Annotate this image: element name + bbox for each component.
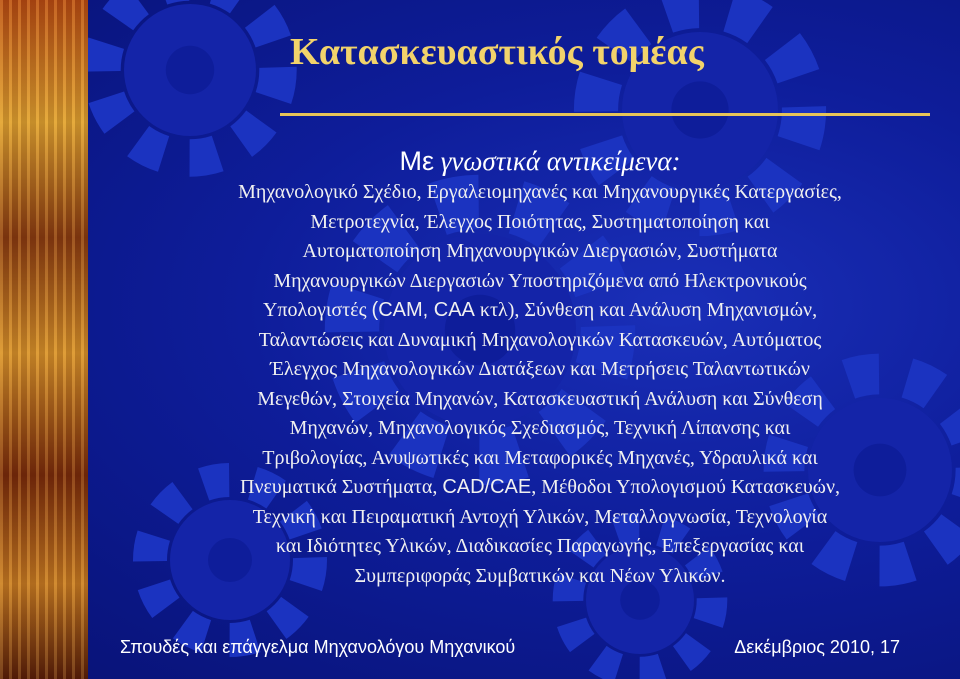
body-line [120,296,960,326]
body-line [120,444,960,474]
decorative-side-strip [0,0,88,679]
body-line-segment: Μηχανών, Μηχανολογικός Σχεδιασμός, Τεχνική Λίπανσης και [289,417,791,439]
body-line-segment: και Ιδιότητες Υλικών, Διαδικασίες Παραγωγής, Επεξεργασίας και [275,535,805,557]
body-line [120,473,960,503]
body-line [120,532,960,562]
body-line-segment: Συμπεριφοράς Συμβατικών και Νέων Υλικών. [354,564,726,587]
body-line [120,237,960,267]
body-line-segment: CAD/CAE [442,476,532,498]
body-line-segment: Ταλαντώσεις και Δυναμική Μηχανολογικών Κατασκευών, Αυτόματος [258,328,822,351]
body-line-segment: Αυτοματοποίηση Μηχανουργικών Διεργασιών, Συστήματα [302,240,778,262]
body-line-segment: Μετροτεχνία, Έλεγχος Ποιότητας, Συστηματοποίηση και [310,210,770,233]
subheading [120,146,960,177]
body-line [120,178,960,208]
slide-title: Κατασκευαστικός τομέας [290,31,704,73]
body-line [120,208,960,238]
body-line-segment: Πνευματικά Συστήματα, [240,476,443,498]
title-underline [280,113,930,116]
body-text [120,178,960,591]
body-line-segment: Μηχανολογικό Σχέδιο, Εργαλειομηχανές και Μηχανουργικές Κατεργασίες, [238,181,842,203]
body-line [120,326,960,356]
gear-icon [102,0,278,158]
body-line-segment: Μηχανουργικών Διεργασιών Υποστηριζόμενα από Ηλεκτρονικούς [273,269,807,292]
body-line-segment: , Μέθοδοι Υπολογισμού Κατασκευών, [531,476,840,498]
body-line-segment: (CAM, CAA [371,299,475,321]
body-line-segment: Υπολογιστές [262,299,372,321]
body-line [120,503,960,533]
subheading-rest: γνωστικά αντικείμενα: [433,146,681,176]
subheading-lead: Με [399,146,434,176]
body-line [120,385,960,415]
body-line-segment: Έλεγχος Μηχανολογικών Διατάξεων και Μετρήσεις Ταλαντωτικών [270,358,810,380]
body-line [120,562,960,592]
body-line [120,267,960,297]
body-line [120,355,960,385]
body-line [120,414,960,444]
footer-date-page: Δεκέμβριος 2010, 17 [734,637,900,657]
body-line-segment: Τριβολογίας, Ανυψωτικές και Μεταφορικές Μηχανές, Υδραυλικά και [262,446,818,469]
body-line-segment: κτλ), Σύνθεση και Ανάλυση Μηχανισμών, [474,299,818,321]
body-line-segment: Τεχνική και Πειραματική Αντοχή Υλικών, Μεταλλογνωσία, Τεχνολογία [252,505,828,528]
body-line-segment: Μεγεθών, Στοιχεία Μηχανών, Κατασκευαστική Ανάλυση και Σύνθεση [257,387,823,410]
decorative-side-strip-texture [0,0,88,679]
footer-title: Σπουδές και επάγγελμα Μηχανολόγου Μηχανικού [120,637,516,657]
